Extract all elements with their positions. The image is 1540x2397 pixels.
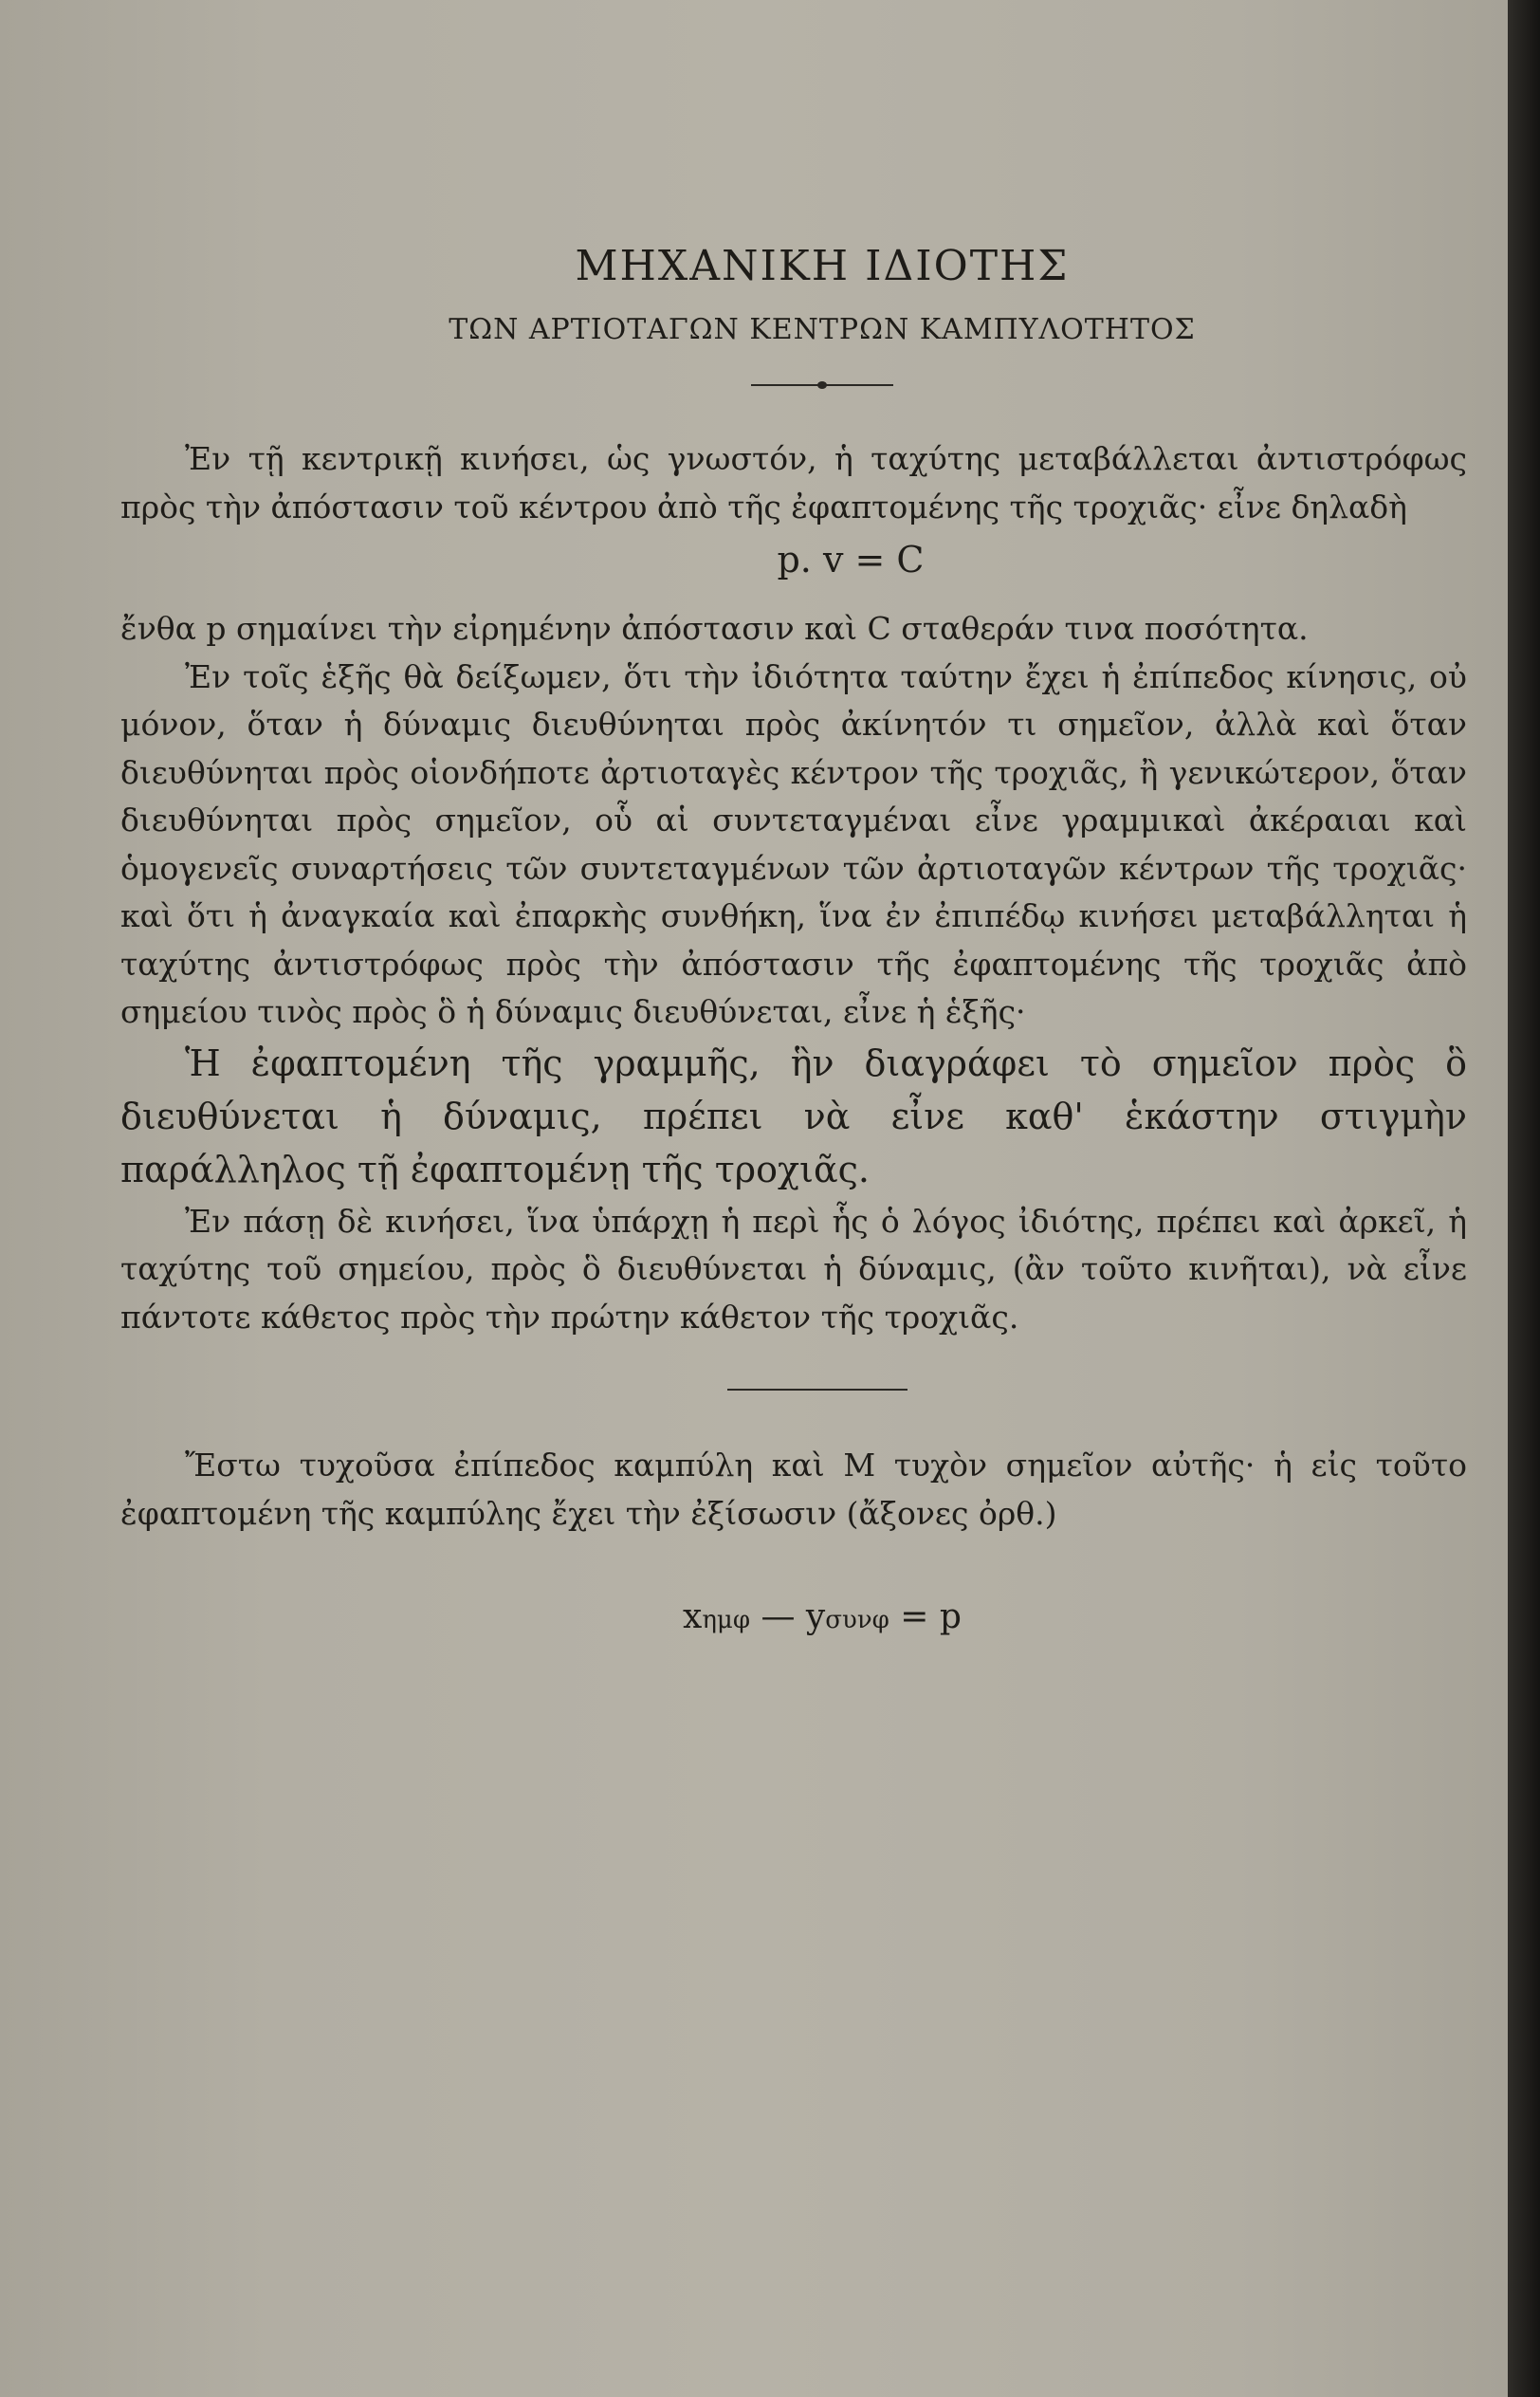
equation-2 xyxy=(120,1591,1467,1647)
page-subtitle: ΤΩΝ ΑΡΤΙΟΤΑΓΩΝ ΚΕΝΤΡΩΝ ΚΑΜΠΥΛΟΤΗΤΟΣ xyxy=(449,313,1196,346)
eq2-minus: — xyxy=(750,1597,806,1636)
paragraph-5: Ἐν πάσῃ δὲ κινήσει, ἵνα ὑπάρχῃ ἡ περὶ ἧς ὁ λόγος ἰδιότης, πρέπει καὶ ἀρκεῖ, ἡ ταχύτης τοῦ σημείου, πρὸς ὃ διευθύνεται ἡ δύναμις, (ἂν τοῦτο κινῆται), νὰ εἶνε πάντοτε κάθετος πρὸς τὴν πρώτην κάθετον τῆς τροχιᾶς. xyxy=(120,1202,1467,1336)
paragraph-4-emphasis: Ἡ ἐφαπτομένη τῆς γραμμῆς, ἣν διαγράφει τὸ σημεῖον πρὸς ὃ διευθύνεται ἡ δύναμις, πρέπει νὰ εἶνε καθ' ἑκάστην στιγμὴν παράλληλος τῇ ἐφαπτομένῃ τῆς τροχιᾶς. xyxy=(120,1042,1467,1190)
page-edge-shadow xyxy=(1508,0,1540,2397)
paragraph-6: Ἔστω τυχοῦσα ἐπίπεδος καμπύλη καὶ M τυχὸν σημεῖον αὐτῆς· ἡ εἰς τοῦτο ἐφαπτομένη τῆς καμπύλης ἔχει τὴν ἐξίσωσιν (ἄξονες ὀρθ.) xyxy=(120,1447,1467,1532)
eq2-cos-term: συνφ xyxy=(825,1606,889,1634)
eq2-rest: = p xyxy=(889,1597,962,1636)
page-content xyxy=(120,242,1467,1647)
equation-1: p. v = C xyxy=(777,539,925,581)
paragraph-1: Ἐν τῇ κεντρικῇ κινήσει, ὡς γνωστόν, ἡ ταχύτης μεταβάλλεται ἀντιστρόφως πρὸς τὴν ἀπόστασιν τοῦ κέντρου ἀπὸ τῆς ἐφαπτομένης τῆς τροχιᾶς· εἶνε δηλαδὴ xyxy=(120,440,1467,525)
eq2-x: x xyxy=(683,1597,703,1636)
paragraph-2: ἔνθα p σημαίνει τὴν εἰρημένην ἀπόστασιν καὶ C σταθεράν τινα ποσότητα. xyxy=(120,610,1309,647)
section-rule xyxy=(727,1389,908,1391)
ornament-divider xyxy=(751,378,893,392)
eq2-y: y xyxy=(805,1597,826,1636)
eq2-sin-term: ημφ xyxy=(702,1606,751,1634)
ornament-dot xyxy=(817,381,827,389)
page-title: ΜΗΧΑΝΙΚΗ ΙΔΙΟΤΗΣ xyxy=(575,242,1070,290)
paragraph-3: Ἐν τοῖς ἑξῆς θὰ δείξωμεν, ὅτι τὴν ἰδιότητα ταύτην ἔχει ἡ ἐπίπεδος κίνησις, οὐ μόνον, ὅταν ἡ δύναμις διευθύνηται πρὸς ἀκίνητόν τι σημεῖον, ἀλλὰ καὶ ὅταν διευθύνηται πρὸς οἱονδήποτε ἀρτιοταγὲς κέντρον τῆς τροχιᾶς, ἢ γενικώτερον, ὅταν διευθύνηται πρὸς σημεῖον, οὗ αἱ συντεταγμέναι εἶνε γραμμικαὶ ἀκέραιαι καὶ ὁμογενεῖς συναρτήσεις τῶν συντεταγμένων τῶν ἀρτιοταγῶν κέντρων τῆς τροχιᾶς· καὶ ὅτι ἡ ἀναγκαία καὶ ἐπαρκὴς συνθήκη, ἵνα ἐν ἐπιπέδῳ κινήσει μεταβάλληται ἡ ταχύτης ἀντιστρόφως πρὸς τὴν ἀπόστασιν τῆς ἐφαπτομένης τῆς τροχιᾶς ἀπὸ σημείου τινὸς πρὸς ὃ ἡ δύναμις διευθύνεται, εἶνε ἡ ἑξῆς· xyxy=(120,657,1467,1030)
